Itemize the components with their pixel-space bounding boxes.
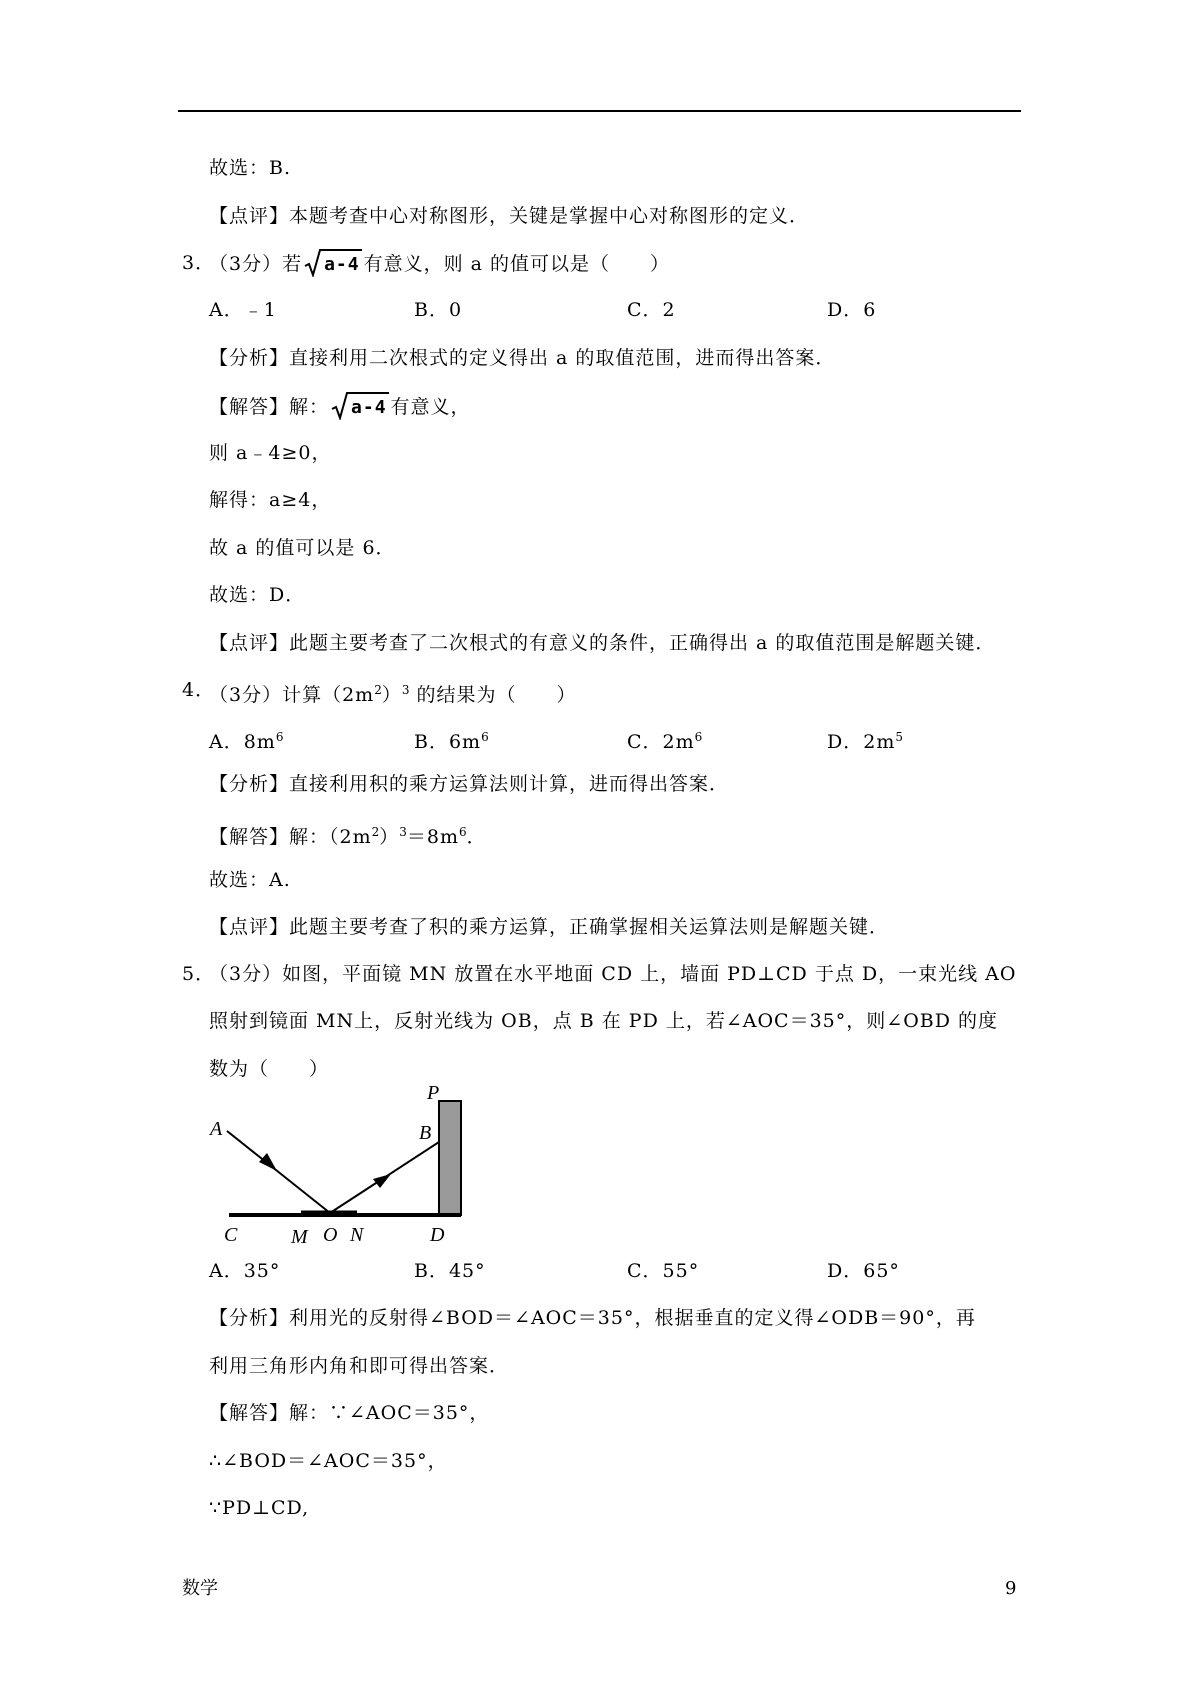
question-3-number: 3． bbox=[182, 252, 216, 274]
option-d bbox=[827, 723, 903, 756]
exponent: 6 bbox=[459, 825, 467, 839]
label-b: B bbox=[419, 1122, 432, 1144]
option-b: B．45° bbox=[414, 1260, 486, 1282]
exponent: 2 bbox=[374, 683, 382, 697]
stem-text: （3分）计算（2m bbox=[209, 684, 375, 706]
comment-line: 【点评】本题考查中心对称图形，关键是掌握中心对称图形的定义． bbox=[209, 205, 810, 227]
question-5-number: 5． bbox=[182, 963, 216, 985]
solution-text: ． bbox=[466, 826, 487, 848]
radical-sign bbox=[331, 392, 349, 420]
exponent: 2 bbox=[371, 825, 380, 839]
solution-line bbox=[209, 818, 487, 851]
label-n: N bbox=[350, 1224, 364, 1245]
label-m: M bbox=[291, 1226, 308, 1245]
label-d: D bbox=[430, 1224, 445, 1245]
option-b bbox=[414, 723, 489, 756]
label-o: O bbox=[323, 1224, 338, 1245]
stem-text: 有意义，则 a 的值可以是（ ） bbox=[363, 253, 671, 275]
analysis-line: 【分析】利用光的反射得∠BOD＝∠AOC＝35°，根据垂直的定义得∠ODB＝90°，再 bbox=[209, 1307, 976, 1329]
solution-line: 【解答】解：∵∠AOC＝35°， bbox=[209, 1402, 490, 1424]
option-a bbox=[209, 723, 283, 756]
analysis-line: 【分析】直接利用积的乘方运算法则计算，进而得出答案． bbox=[209, 773, 730, 795]
option-c: C．55° bbox=[627, 1260, 700, 1282]
solution-text: ＝8m bbox=[406, 826, 460, 848]
radicand: a-4 bbox=[322, 249, 362, 279]
step-line: ∵PD⊥CD, bbox=[209, 1497, 310, 1519]
stem-text: 的结果为（ ） bbox=[409, 684, 577, 706]
arrow-ob bbox=[373, 1174, 391, 1188]
option-d: D．65° bbox=[827, 1260, 900, 1282]
step-line: ∴∠BOD＝∠AOC＝35°， bbox=[209, 1450, 448, 1472]
solution-text: ） bbox=[379, 826, 400, 848]
option-c bbox=[627, 723, 702, 756]
page-number: 9 bbox=[1005, 1578, 1017, 1599]
exponent: 6 bbox=[275, 730, 284, 744]
option-text: A．8m bbox=[209, 731, 276, 753]
radical-sign bbox=[304, 249, 322, 277]
exponent: 3 bbox=[399, 825, 407, 839]
step-line: 解得：a≥4， bbox=[209, 489, 332, 511]
option-a: A．35° bbox=[209, 1260, 281, 1282]
ray-ao bbox=[227, 1131, 330, 1213]
option-d: D．6 bbox=[827, 299, 877, 321]
label-a: A bbox=[210, 1118, 223, 1140]
comment-line: 【点评】此题主要考查了二次根式的有意义的条件，正确得出 a 的取值范围是解题关键． bbox=[209, 632, 996, 654]
radical bbox=[331, 392, 389, 422]
stem-text: （3分）若 bbox=[209, 253, 303, 275]
exponent: 5 bbox=[895, 730, 903, 744]
stem-text: ） bbox=[381, 684, 402, 706]
question-4-stem bbox=[209, 676, 577, 709]
option-c: C．2 bbox=[627, 299, 676, 321]
question-4-number: 4． bbox=[182, 679, 216, 701]
step-line: 故 a 的值可以是 6． bbox=[209, 537, 396, 559]
analysis-line: 【分析】直接利用二次根式的定义得出 a 的取值范围，进而得出答案． bbox=[209, 347, 836, 369]
radicand: a-4 bbox=[349, 392, 389, 422]
solution-text: 有意义， bbox=[390, 396, 471, 418]
comment-line: 【点评】此题主要考查了积的乘方运算，正确掌握相关运算法则是解题关键． bbox=[209, 916, 890, 938]
step-line: 则 a﹣4≥0， bbox=[209, 442, 332, 464]
radical bbox=[304, 249, 362, 279]
question-3-stem bbox=[209, 249, 670, 279]
exponent: 3 bbox=[401, 683, 410, 697]
label-p: P bbox=[427, 1085, 440, 1104]
text-line: 故选：B. bbox=[209, 157, 292, 179]
wall bbox=[439, 1101, 461, 1215]
question-5-stem-line: （3分）如图，平面镜 MN 放置在水平地面 CD 上，墙面 PD⊥CD 于点 D，一束光线 AO bbox=[209, 963, 1017, 985]
solution-text: 【解答】解： bbox=[209, 396, 330, 418]
label-c: C bbox=[224, 1224, 238, 1245]
header-rule bbox=[178, 110, 1021, 112]
answer-line: 故选：D． bbox=[209, 584, 306, 606]
option-text: B．6m bbox=[414, 731, 482, 753]
question-5-stem-line: 照射到镜面 MN上，反射光线为 OB，点 B 在 PD 上，若∠AOC＝35°，则∠OBD 的度 bbox=[209, 1010, 999, 1032]
footer-subject: 数学 bbox=[182, 1578, 218, 1599]
solution-text: 【解答】解：（2m bbox=[209, 826, 372, 848]
option-a: A．﹣1 bbox=[209, 299, 277, 321]
analysis-line: 利用三角形内角和即可得出答案． bbox=[209, 1355, 510, 1377]
option-text: C．2m bbox=[627, 731, 695, 753]
option-text: D．2m bbox=[827, 731, 896, 753]
exponent: 6 bbox=[481, 730, 489, 744]
reflection-diagram bbox=[205, 1085, 485, 1245]
exponent: 6 bbox=[694, 730, 703, 744]
question-5-stem-line: 数为（ ） bbox=[209, 1058, 330, 1080]
arrow-ao bbox=[259, 1153, 277, 1171]
option-b: B．0 bbox=[414, 299, 463, 321]
solution-line bbox=[209, 392, 471, 422]
answer-line: 故选：A. bbox=[209, 869, 291, 891]
